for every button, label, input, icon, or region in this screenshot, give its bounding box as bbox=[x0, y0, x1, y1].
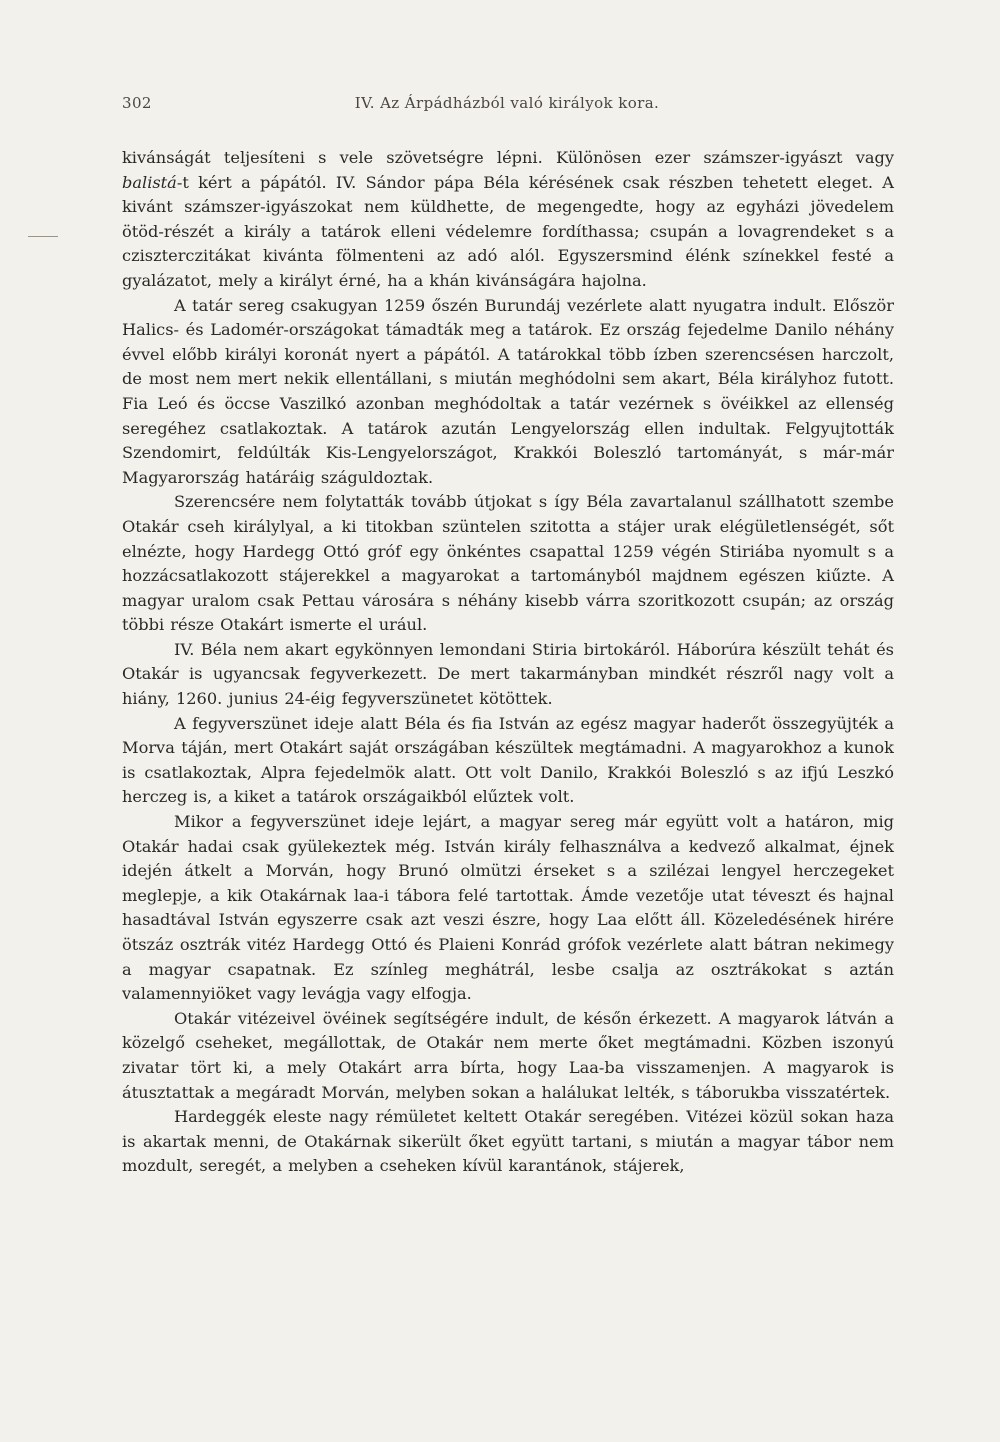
body-text bbox=[122, 146, 894, 1179]
paragraph-5: A fegyverszünet ideje alatt Béla és fia István az egész magyar haderőt összegyüjték a Morva táján, mert Otakárt saját országában készültek megtámadni. A magyarokhoz a kunok is csatlakoztak, Alpra fejedelmök alatt. Ott volt Danilo, Krakkói Boleszló s az ifjú Leszkó herczeg is, a kiket a tatárok országaikból elűztek volt. bbox=[122, 713, 894, 807]
paragraph-8: Hardeggék eleste nagy rémületet keltett Otakár seregében. Vitézei közül sokan haza is akartak menni, de Otakárnak sikerült őket együtt tartani, s miután a magyar tábor nem mozdult, seregét, a melyben a cseheken kívül karantánok, stájerek, bbox=[122, 1107, 894, 1176]
paragraph-1-text: -t kért a pápától. IV. Sándor pápa Béla kérésének csak részben tehetett eleget. A kivánt számszer-igyászokat nem küldhette, de megengedte, hogy az egyházi jövedelem ötöd-részét a király a tatárok elleni védelemre fordíthassa; csupán a lovagrendeket s a cziszterczitákat kivánta fölmenteni az adó alól. Egyszersmind élénk színekkel festé a gyalázatot, mely a királyt érné, ha a khán kivánságára hajolna. bbox=[122, 172, 894, 290]
italic-term: balistá bbox=[122, 172, 177, 192]
paragraph-6: Mikor a fegyverszünet ideje lejárt, a magyar sereg már együtt volt a határon, mig Otakár hadai csak gyülekeztek még. István király felhasználva a kedvező alkalmat, éjnek idején átkelt a Morván, hogy Brunó olmützi érseket s a szilézai lengyel herczegeket meglepje, a kik Otakárnak laa-i tábora felé tartottak. Ámde vezetője utat téveszt és hajnal hasadtával István egyszerre csak azt veszi észre, hogy Laa előtt áll. Közeledésének hirére ötszáz osztrák vitéz Hardegg Ottó és Plaieni Konrád grófok vezérlete alatt bátran nekimegy a magyar csapatnak. Ez színleg meghátrál, lesbe csalja az osztrákokat s aztán valamennyiöket vagy levágja vagy elfogja. bbox=[122, 812, 894, 1004]
paragraph-3: Szerencsére nem folytatták tovább útjokat s így Béla zavartalanul szállhatott szembe Otakár cseh királylyal, a ki titokban szüntelen szitotta a stájer urak elégületlenségét, sőt elnézte, hogy Hardegg Ottó gróf egy önkéntes csapattal 1259 végén Stiriába nyomult s a hozzácsatlakozott stájerekkel a magyarokat a tartományból majdnem egészen kiűzte. A magyar uralom csak Pettau városára s néhány kisebb várra szoritkozott csupán; az ország többi része Otakárt ismerte el urául. bbox=[122, 492, 894, 635]
paragraph-2: A tatár sereg csakugyan 1259 őszén Burundáj vezérlete alatt nyugatra indult. Először Halics- és Ladomér-országokat támadták meg a tatárok. Ez ország fejedelme Danilo néhány évvel előbb királyi koronát nyert a pápától. A tatárokkal több ízben szerencsésen harczolt, de most nem mert nekik ellentállani, s miután meghódolni sem akart, Béla királyhoz futott. Fia Leó és öccse Vaszilkó azonban meghódoltak a tatár vezérnek s övéikkel az ellenség seregéhez csatlakoztak. A tatárok azután Lengyelország ellen indultak. Felgyujtották Szendomirt, feldúlták Kis-Lengyelországot, Krakkói Boleszló tartományát, s már-már Magyarország határáig száguldoztak. bbox=[122, 295, 894, 487]
page-header bbox=[122, 94, 892, 120]
margin-mark bbox=[28, 236, 58, 237]
paragraph-4: IV. Béla nem akart egykönnyen lemondani Stiria birtokáról. Háborúra készült tehát és Otakár is ugyancsak fegyverkezett. De mert takarmányban mindkét részről nagy volt a hiány, 1260. junius 24-éig fegyverszünetet kötöttek. bbox=[122, 639, 894, 709]
page-number: 302 bbox=[122, 94, 152, 112]
running-head: IV. Az Árpádházból való királyok kora. bbox=[354, 94, 660, 112]
paragraph-1 bbox=[122, 146, 894, 294]
paragraph-7: Otakár vitézeivel övéinek segítségére indult, de későn érkezett. A magyarok látván a közelgő cseheket, megállottak, de Otakár nem merte őket megtámadni. Közben iszonyú zivatar tört ki, a mely Otakárt arra bírta, hogy Laa-ba visszamenjen. A magyarok is átusztattak a megáradt Morván, melyben sokan a halálukat lelték, s táborukba visszatértek. bbox=[122, 1008, 894, 1102]
paragraph-1-lead: kivánságát teljesíteni s vele szövetségre lépni. Különösen ezer számszer-igyászt vagy bbox=[122, 148, 894, 167]
